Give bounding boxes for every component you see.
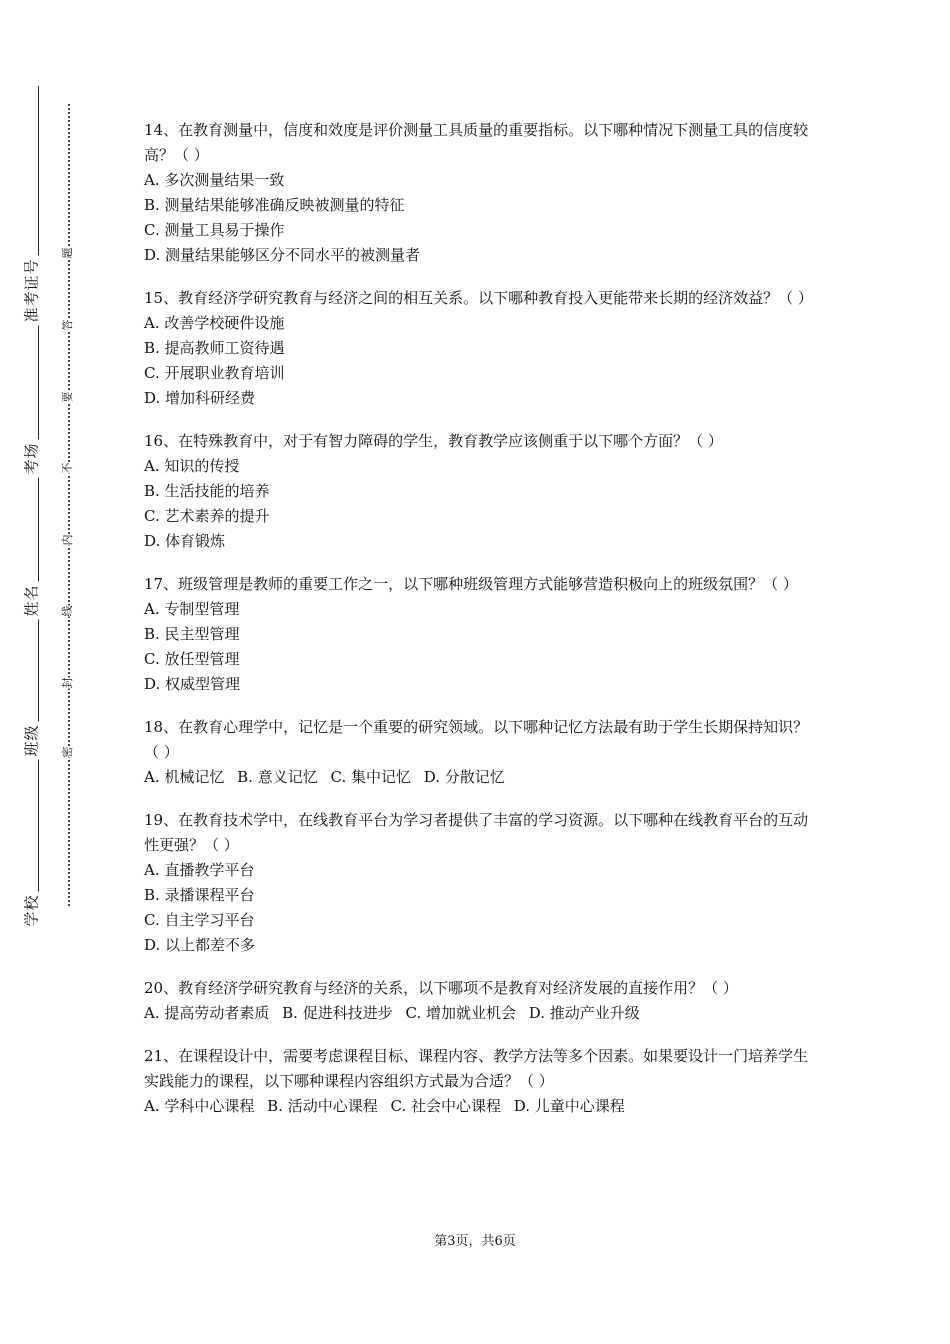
option-d: D. 分散记忆 [423, 768, 505, 786]
option-b: B. 活动中心课程 [267, 1097, 378, 1115]
question-15 [144, 286, 812, 411]
question-list [144, 118, 812, 1137]
seal-char: 题 [61, 247, 74, 259]
seal-char: 密 [61, 746, 74, 758]
question-14 [144, 118, 812, 268]
option-a: A. 知识的传授 [144, 457, 240, 475]
option-a: A. 专制型管理 [144, 600, 240, 618]
question-stem: 15、教育经济学研究教育与经济之间的相互关系。以下哪种教育投入更能带来长期的经济效益？（ ） [144, 289, 813, 307]
field-name-label: 姓名 [21, 581, 42, 619]
question-stem: 21、在课程设计中，需要考虑课程目标、课程内容、教学方法等多个因素。如果要设计一门培养学生实践能力的课程，以下哪种课程内容组织方式最为合适？（ ） [144, 1047, 809, 1090]
option-b: B. 促进科技进步 [282, 1004, 393, 1022]
field-school-label: 学校 [21, 891, 42, 929]
option-a: A. 学科中心课程 [144, 1097, 255, 1115]
option-c: C. 增加就业机会 [405, 1004, 516, 1022]
seal-char: 封 [61, 677, 74, 689]
option-a: A. 改善学校硬件设施 [144, 314, 285, 332]
option-d: D. 体育锻炼 [144, 532, 226, 550]
option-d: D. 增加科研经费 [144, 389, 256, 407]
field-class-label: 班级 [21, 721, 42, 759]
option-a: A. 直播教学平台 [144, 861, 255, 879]
field-room-label: 考场 [21, 439, 42, 477]
option-d: D. 权威型管理 [144, 675, 241, 693]
option-d: D. 测量结果能够区分不同水平的被测量者 [144, 246, 421, 264]
page-footer: 第3页，共6页 [434, 1234, 516, 1249]
binding-solid-line [38, 86, 39, 906]
seal-char: 内 [61, 534, 74, 546]
option-c: C. 艺术素养的提升 [144, 507, 270, 525]
question-18 [144, 715, 812, 790]
question-stem: 18、在教育心理学中，记忆是一个重要的研究领域。以下哪种记忆方法最有助于学生长期保持知识？（ ） [144, 718, 809, 761]
seal-char: 要 [61, 391, 74, 403]
option-c: C. 放任型管理 [144, 650, 240, 668]
question-stem: 17、班级管理是教师的重要工作之一，以下哪种班级管理方式能够营造积极向上的班级氛围？（ ） [144, 575, 798, 593]
option-d: D. 以上都差不多 [144, 936, 256, 954]
question-stem: 16、在特殊教育中，对于有智力障碍的学生，教育教学应该侧重于以下哪个方面？（ ） [144, 432, 723, 450]
field-ticket-number-label: 准考证号 [21, 255, 42, 325]
question-17 [144, 572, 812, 697]
question-21 [144, 1044, 812, 1119]
seal-dotted-line [68, 104, 70, 906]
seal-char: 答 [61, 319, 74, 331]
option-c: C. 测量工具易于操作 [144, 221, 285, 239]
option-a: A. 多次测量结果一致 [144, 171, 285, 189]
options-row [144, 1001, 812, 1026]
option-c: C. 自主学习平台 [144, 911, 255, 929]
option-b: B. 意义记忆 [237, 768, 318, 786]
option-c: C. 集中记忆 [330, 768, 411, 786]
option-c: C. 开展职业教育培训 [144, 364, 285, 382]
option-d: D. 儿童中心课程 [513, 1097, 625, 1115]
seal-char: 不 [61, 462, 74, 474]
option-b: B. 测量结果能够准确反映被测量的特征 [144, 196, 405, 214]
options-row [144, 1094, 812, 1119]
options-row [144, 765, 812, 790]
option-b: B. 民主型管理 [144, 625, 240, 643]
question-stem: 19、在教育技术学中，在线教育平台为学习者提供了丰富的学习资源。以下哪种在线教育平台的互动性更强？（ ） [144, 811, 809, 854]
option-c: C. 社会中心课程 [390, 1097, 501, 1115]
option-d: D. 推动产业升级 [528, 1004, 640, 1022]
question-19 [144, 808, 812, 958]
question-20 [144, 976, 812, 1026]
binding-margin [0, 0, 110, 1344]
option-a: A. 机械记忆 [144, 768, 225, 786]
option-b: B. 录播课程平台 [144, 886, 255, 904]
question-stem: 14、在教育测量中，信度和效度是评价测量工具质量的重要指标。以下哪种情况下测量工具的信度较高？（ ） [144, 121, 809, 164]
option-a: A. 提高劳动者素质 [144, 1004, 270, 1022]
question-stem: 20、教育经济学研究教育与经济的关系，以下哪项不是教育对经济发展的直接作用？（ ） [144, 979, 738, 997]
seal-char: 线 [61, 605, 74, 617]
option-b: B. 提高教师工资待遇 [144, 339, 285, 357]
question-16 [144, 429, 812, 554]
option-b: B. 生活技能的培养 [144, 482, 270, 500]
